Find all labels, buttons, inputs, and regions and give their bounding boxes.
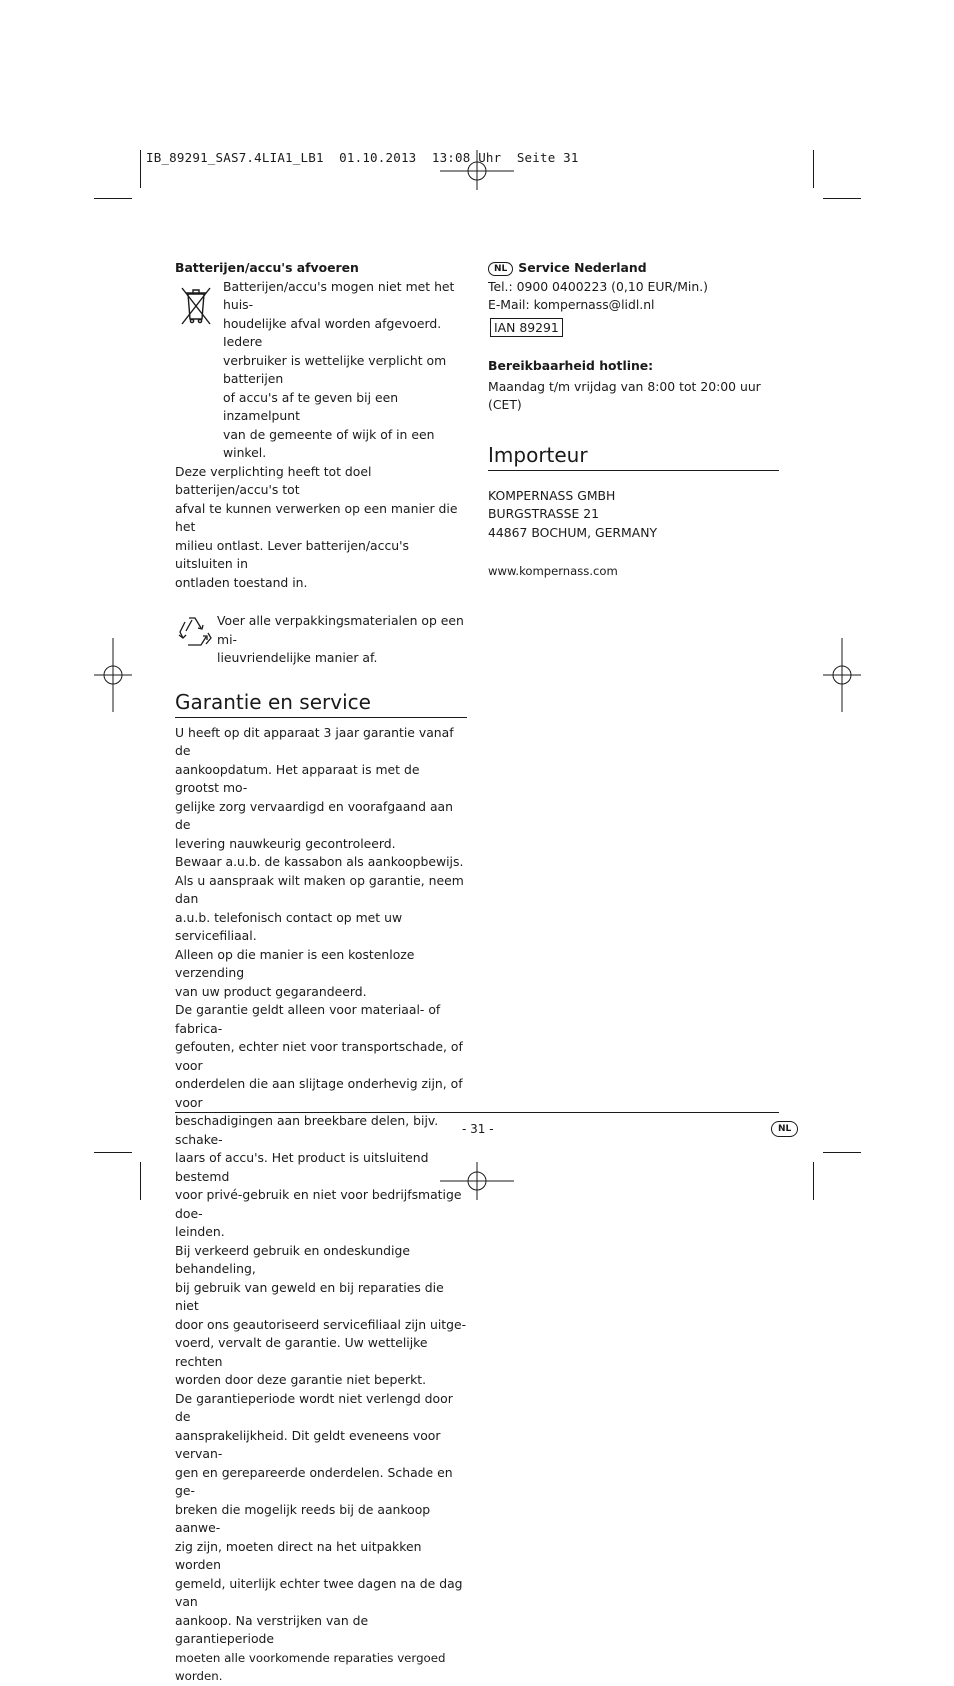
language-badge: NL xyxy=(771,1121,798,1137)
page-number: - 31 - xyxy=(462,1122,494,1136)
hotline-hours: Maandag t/m vrijdag van 8:00 tot 20:00 uur (CET) xyxy=(488,378,761,412)
importer-heading: Importeur xyxy=(488,442,779,471)
ian-box: IAN 89291 xyxy=(490,318,563,337)
service-tel: Tel.: 0900 0400223 (0,10 EUR/Min.) xyxy=(488,278,708,294)
service-email: E-Mail: kompernass@lidl.nl xyxy=(488,297,655,312)
service-heading: NL Service Nederland xyxy=(488,259,779,278)
left-column: Batterijen/accu's afvoeren Batterijen/accu's mogen niet met het huis- houdelijke afval worden afgevoerd. Iedere verbruiker is wettelijke verplicht om batterijen of accu's af te geven bij een inzamelpunt van de gemeente of wijk of in een winkel. Deze verplichting heeft tot doel batterijen/accu's tot afval te kunnen verwerken op een manier die het milieu ontlast. Lever batterijen/accu's uitsluiten in ontladen toestand in. Voer alle verpakkingsmaterialen op een mi- lieuvriendelijke manier af. Garantie en service U heeft op dit apparaat 3 jaar garantie vanaf de aankoopdatum. Het apparaat is met de grootst mo- gelijke zorg vervaardigd en voorafgaand aan de levering nauwkeurig gecontroleerd. Bewaar a.u.b. de kassabon als aankoopbewijs. Als u aanspraak wilt maken op garantie, neem dan a.u.b. telefonisch contact op met uw servicefiliaal. Alleen op die manier is een kostenloze verzending van uw product gegarandeerd. De garantie geldt alleen voor materiaal- of fabrica- gefouten, echter niet voor transportschade, of voor onderdelen die aan slijtage onderhevig zijn, of voor beschadigingen aan breekbare delen, bijv. schake- laars of accu's. Het product is uitsluitend bestemd voor privé-gebruik en niet voor bedrijfsmatige doe- leinden. Bij verkeerd gebruik en ondeskundige behandeling, bij gebruik van geweld en bij reparaties die niet door ons geautoriseerd servicefiliaal zijn uitge- voerd, vervalt de garantie. Uw wettelijke rechten worden door deze garantie niet beperkt. De garantieperiode wordt niet verlengd door de aansprakelijkheid. Dit geldt eveneens voor vervan- gen en gerepareerde onderdelen. Schade en ge- breken die mogelijk reeds bij de aankoop aanwe- zig zijn, moeten direct na het uitpakken worden gemeld, uiterlijk echter twee dagen na de dag van aankoop. Na verstrijken van de garantieperiode moeten alle voorkomende reparaties vergoed worden. xyxy=(175,259,467,1686)
recycle-text: Voer alle verpakkingsmaterialen op een mi- lieuvriendelijke manier af. xyxy=(217,613,464,665)
crossed-bin-icon xyxy=(178,285,214,325)
battery-text: Batterijen/accu's mogen niet met het huis- houdelijke afval worden afgevoerd. Iedere verbruiker is wettelijke verplicht om batterijen of accu's af te geven bij een inzamelpunt van de gemeente of wijk of in een winkel. xyxy=(223,278,455,460)
recycle-icon xyxy=(176,614,214,650)
guarantee-text: U heeft op dit apparaat 3 jaar garantie vanaf de aankoopdatum. Het apparaat is met de grootst mo- gelijke zorg vervaardigd en voorafgaand aan de levering nauwkeurig gecontroleerd. Bewaar a.u.b. de kassabon als aankoopbewijs. Als u aanspraak wilt maken op garantie, neem dan a.u.b. telefonisch contact op met uw servicefiliaal. Alleen op die manier is een kostenloze verzending van uw product gegarandeerd. De garantie geldt alleen voor materiaal- of fabrica- gefouten, echter niet voor transportschade, of voor onderdelen die aan slijtage onderhevig zijn, of voor beschadigingen aan breekbare delen, bijv. schake- laars of accu's. Het product is uitsluitend bestemd voor privé-gebruik en niet voor bedrijfsmatige doe- leinden. Bij verkeerd gebruik en ondeskundige behandeling, bij gebruik van geweld en bij reparaties die niet door ons geautoriseerd servicefiliaal zijn uitge- voerd, vervalt de garantie. Uw wettelijke rechten worden door deze garantie niet beperkt. De garantieperiode wordt niet verlengd door de aansprakelijkheid. Dit geldt eveneens voor vervan- gen en gerepareerde onderdelen. Schade en ge- breken die mogelijk reeds bij de aankoop aanwe- zig zijn, moeten direct na het uitpakken worden gemeld, uiterlijk echter twee dagen na de dag van aankoop. Na verstrijken van de garantieperiode moeten alle voorkomende reparaties vergoed worden. xyxy=(175,724,467,1683)
nl-badge: NL xyxy=(488,262,513,276)
battery-heading: Batterijen/accu's afvoeren xyxy=(175,260,359,275)
hotline-heading: Bereikbaarheid hotline: xyxy=(488,358,654,373)
footer-divider xyxy=(175,1112,779,1113)
importer-address: KOMPERNASS GMBH BURGSTRASSE 21 44867 BOCHUM, GERMANY xyxy=(488,487,658,540)
website-link[interactable]: www.kompernass.com xyxy=(488,564,618,578)
guarantee-heading: Garantie en service xyxy=(175,689,467,718)
right-column xyxy=(488,259,779,581)
print-slug: IB_89291_SAS7.4LIA1_LB1 01.10.2013 13:08 Uhr Seite 31 xyxy=(146,150,579,165)
